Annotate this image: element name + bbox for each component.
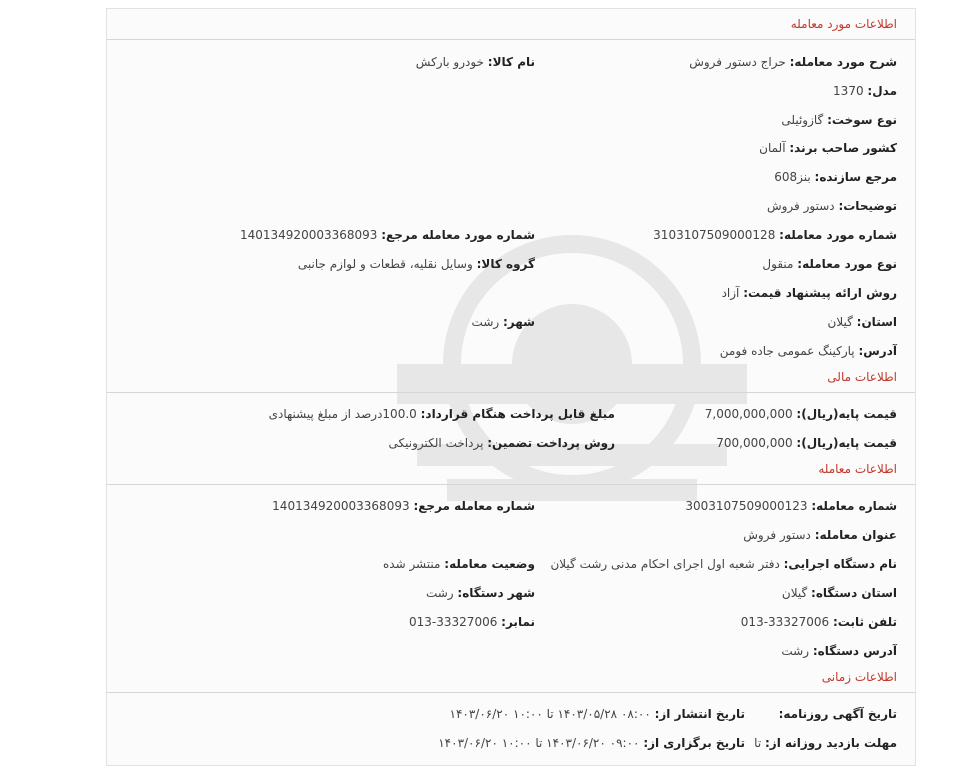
maker: مرجع سازنده: بنز608 xyxy=(774,170,897,184)
section-title-trade: اطلاعات معامله xyxy=(818,462,897,476)
city: شهر: رشت xyxy=(471,315,535,329)
deal-detail-card xyxy=(106,8,916,766)
goods-name: نام کالا: خودرو بارکش xyxy=(415,55,535,69)
fuel-type: نوع سوخت: گازوئیلی xyxy=(781,113,897,127)
phone: تلفن ثابت: 33327006-013 xyxy=(740,615,897,629)
item-number: شماره مورد معامله: 3103107509000128 xyxy=(653,228,897,242)
trade-title: عنوان معامله: دستور فروش xyxy=(743,528,897,542)
divider xyxy=(107,39,915,40)
divider xyxy=(107,392,915,393)
payable-amount: مبلغ قابل پرداخت هنگام قرارداد: 100.0درصد از مبلغ پیشنهادی xyxy=(268,407,615,421)
org-address: آدرس دستگاه: رشت xyxy=(781,644,897,658)
trade-number: شماره معامله: 3003107509000123 xyxy=(685,499,897,513)
org-province: استان دستگاه: گیلان xyxy=(781,586,897,600)
province: استان: گیلان xyxy=(827,315,897,329)
address: آدرس: پارکینگ عمومی جاده فومن xyxy=(719,344,897,358)
base-price-2: قیمت پایه(ریال): 700,000,000 xyxy=(716,436,897,450)
deal-description: شرح مورد معامله: حراج دستور فروش xyxy=(689,55,897,69)
item-type: نوع مورد معامله: منقول xyxy=(762,257,897,271)
newspaper-ad-date: تاریخ آگهی روزنامه: xyxy=(778,707,897,721)
section-title-time: اطلاعات زمانی xyxy=(821,670,897,684)
divider xyxy=(107,484,915,485)
executive-org: نام دستگاه اجرایی: دفتر شعبه اول اجرای احکام مدنی رشت گیلان xyxy=(550,557,897,571)
daily-visit-deadline: مهلت بازدید روزانه از: تا xyxy=(754,736,897,750)
trade-ref-number: شماره معامله مرجع: 140134920003368093 xyxy=(272,499,535,513)
trade-status: وضعیت معامله: منتشر شده xyxy=(382,557,535,571)
fax: نمابر: 33327006-013 xyxy=(409,615,535,629)
ref-item-number: شماره مورد معامله مرجع: 140134920003368093 xyxy=(239,228,535,242)
model: مدل: 1370 xyxy=(833,84,897,98)
section-title-finance: اطلاعات مالی xyxy=(827,370,897,384)
section-title-deal: اطلاعات مورد معامله xyxy=(790,17,897,31)
org-city: شهر دستگاه: رشت xyxy=(425,586,535,600)
publish-date-range: تاریخ انتشار از: ۰۸:۰۰ ۱۴۰۳/۰۵/۲۸ تا ۱۰:۰۰ ۱۴۰۳/۰۶/۲۰ xyxy=(449,707,745,721)
guarantee-method: روش پرداخت تضمین: پرداخت الکترونیکی xyxy=(388,436,615,450)
goods-group: گروه کالا: وسایل نقلیه، قطعات و لوازم جانبی xyxy=(297,257,535,271)
hold-date-range: تاریخ برگزاری از: ۰۹:۰۰ ۱۴۰۳/۰۶/۲۰ تا ۱۰:۰۰ ۱۴۰۳/۰۶/۲۰ xyxy=(438,736,745,750)
price-method: روش ارائه پیشنهاد قیمت: آزاد xyxy=(721,286,897,300)
divider xyxy=(107,692,915,693)
brand-country: کشور صاحب برند: آلمان xyxy=(759,141,897,155)
notes: توضیحات: دستور فروش xyxy=(766,199,897,213)
base-price-1: قیمت پایه(ریال): 7,000,000,000 xyxy=(704,407,897,421)
